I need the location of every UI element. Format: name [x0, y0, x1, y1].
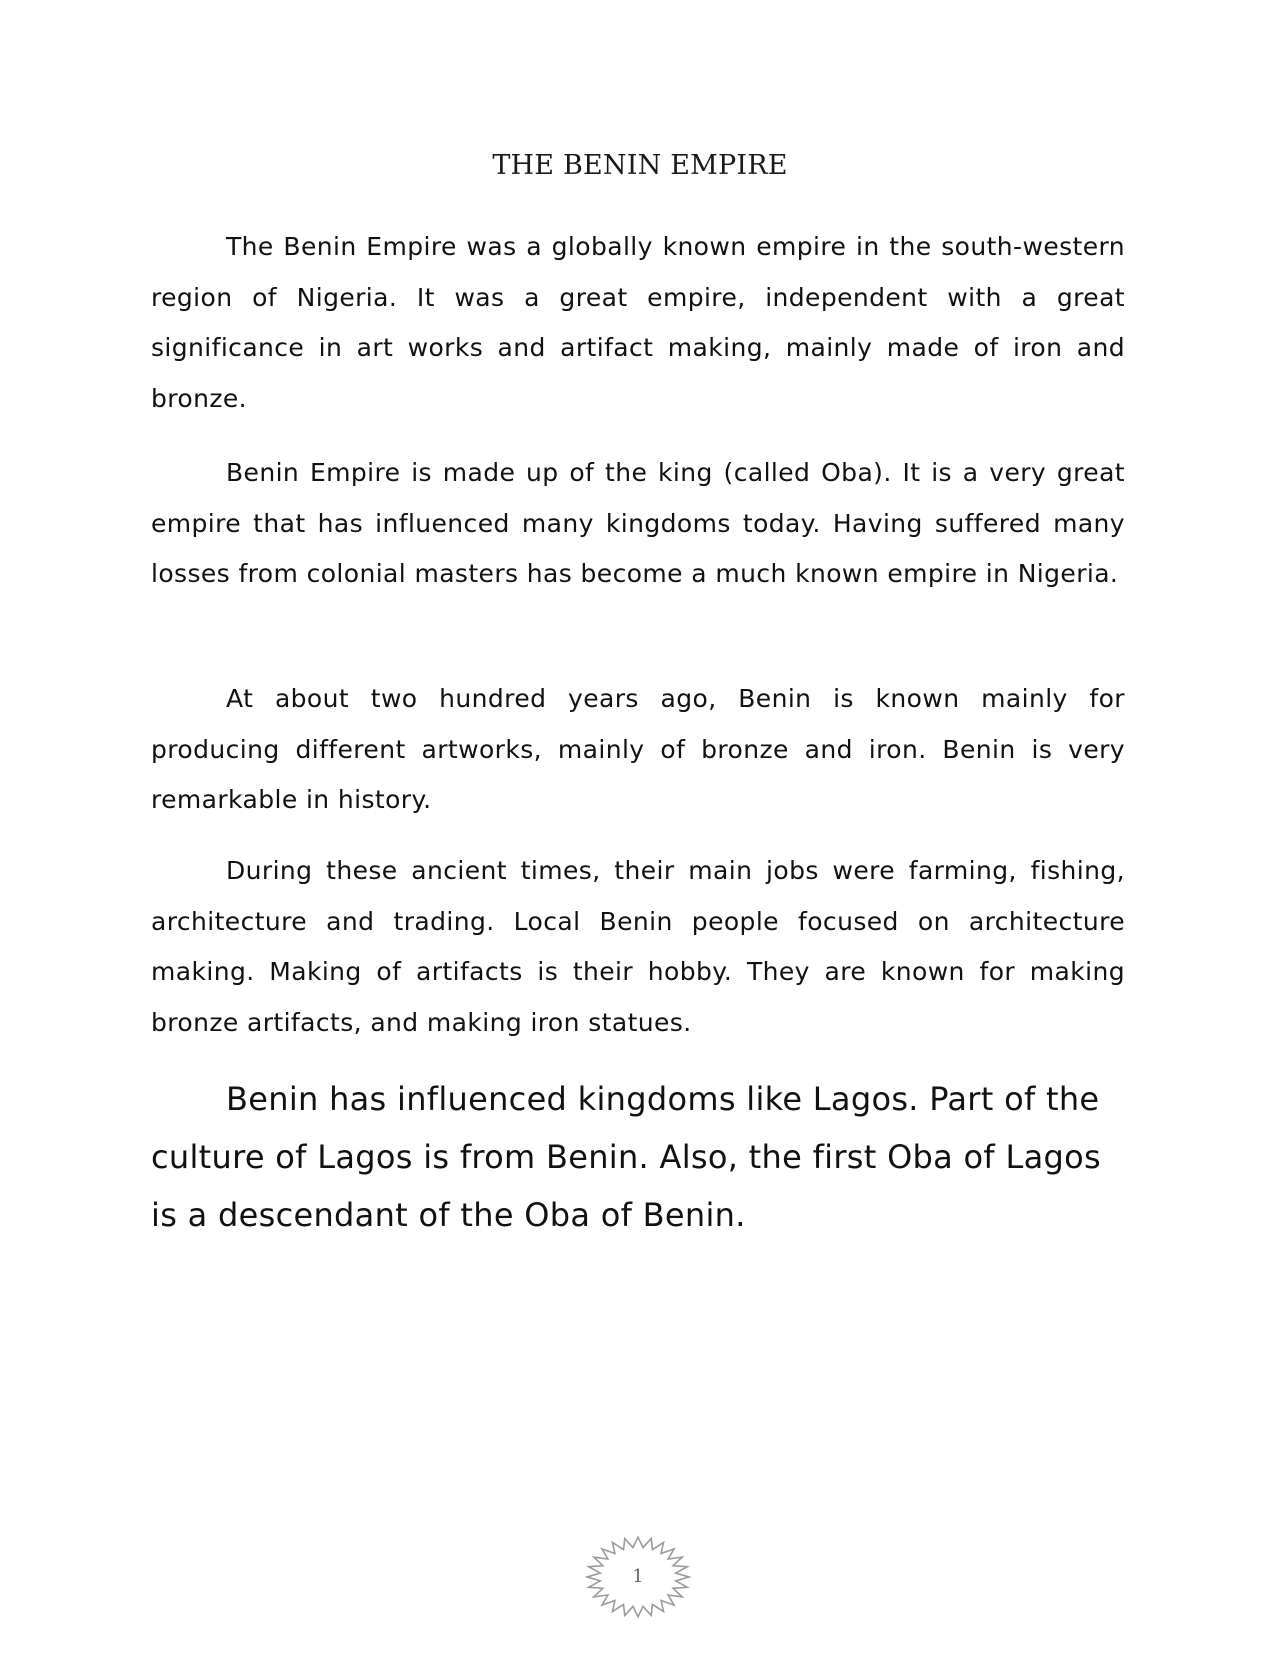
paragraph-1: The Benin Empire was a globally known empire in the south-western region of Nigeria. It was a great empire, independent with a great significance in art works and artifact making, mainly made of iron and bronze.: [151, 232, 1125, 413]
page-number-badge: [585, 1524, 691, 1630]
paragraph-3: At about two hundred years ago, Benin is known mainly for producing different artworks, mainly of bronze and iron. Benin is very remarkable in history.: [151, 684, 1125, 814]
document-title: THE BENIN EMPIRE: [492, 150, 788, 181]
paragraph-4: During these ancient times, their main jobs were farming, fishing, architecture and trading. Local Benin people focused on architecture making. Making of artifacts is their hobby. They are known for making bronze artifacts, and making iron statues.: [151, 856, 1125, 1037]
page-number: 1: [632, 1566, 644, 1587]
paragraph-2: Benin Empire is made up of the king (called Oba). It is a very great empire that has influenced many kingdoms today. Having suffered many losses from colonial masters has become a much known empire in Nigeria.: [151, 458, 1125, 588]
paragraph-5: Benin has influenced kingdoms like Lagos. Part of the culture of Lagos is from Benin. Also, the first Oba of Lagos is a descendant of the Oba of Benin.: [151, 1080, 1101, 1234]
